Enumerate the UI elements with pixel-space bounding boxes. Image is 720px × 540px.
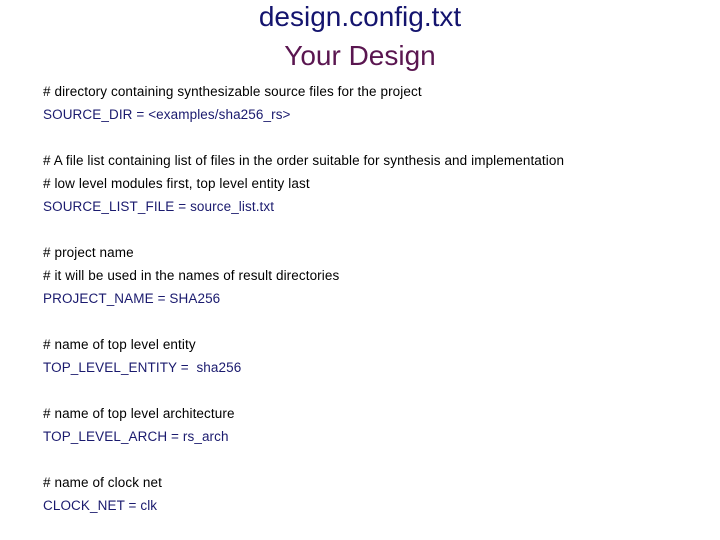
config-block-project-name — [43, 241, 703, 310]
blank-line — [43, 126, 703, 149]
comment-line: # name of top level entity — [43, 337, 196, 352]
config-block-source-list-file — [43, 149, 703, 218]
comment-line: # it will be used in the names of result directories — [43, 268, 340, 283]
setting-line: SOURCE_DIR = <examples/sha256_rs> — [43, 107, 291, 122]
config-block-clock-net — [43, 471, 703, 517]
setting-line: TOP_LEVEL_ENTITY = sha256 — [43, 360, 242, 375]
blank-line — [43, 448, 703, 471]
blank-line — [43, 310, 703, 333]
setting-line: PROJECT_NAME = SHA256 — [43, 291, 221, 306]
setting-line: SOURCE_LIST_FILE = source_list.txt — [43, 199, 275, 214]
config-listing — [43, 80, 703, 517]
config-block-top-level-arch — [43, 402, 703, 448]
comment-line: # project name — [43, 245, 134, 260]
file-title: design.config.txt — [258, 1, 462, 32]
blank-line — [43, 218, 703, 241]
config-block-source-dir — [43, 80, 703, 126]
comment-line: # low level modules first, top level entity last — [43, 176, 310, 191]
comment-line: # A file list containing list of files in the order suitable for synthesis and implementation — [43, 153, 565, 168]
slide-subtitle: Your Design — [284, 40, 436, 71]
setting-line: TOP_LEVEL_ARCH = rs_arch — [43, 429, 229, 444]
config-block-top-level-entity — [43, 333, 703, 379]
comment-line: # name of clock net — [43, 475, 162, 490]
blank-line — [43, 379, 703, 402]
setting-line: CLOCK_NET = clk — [43, 498, 158, 513]
comment-line: # directory containing synthesizable source files for the project — [43, 84, 422, 99]
comment-line: # name of top level architecture — [43, 406, 235, 421]
